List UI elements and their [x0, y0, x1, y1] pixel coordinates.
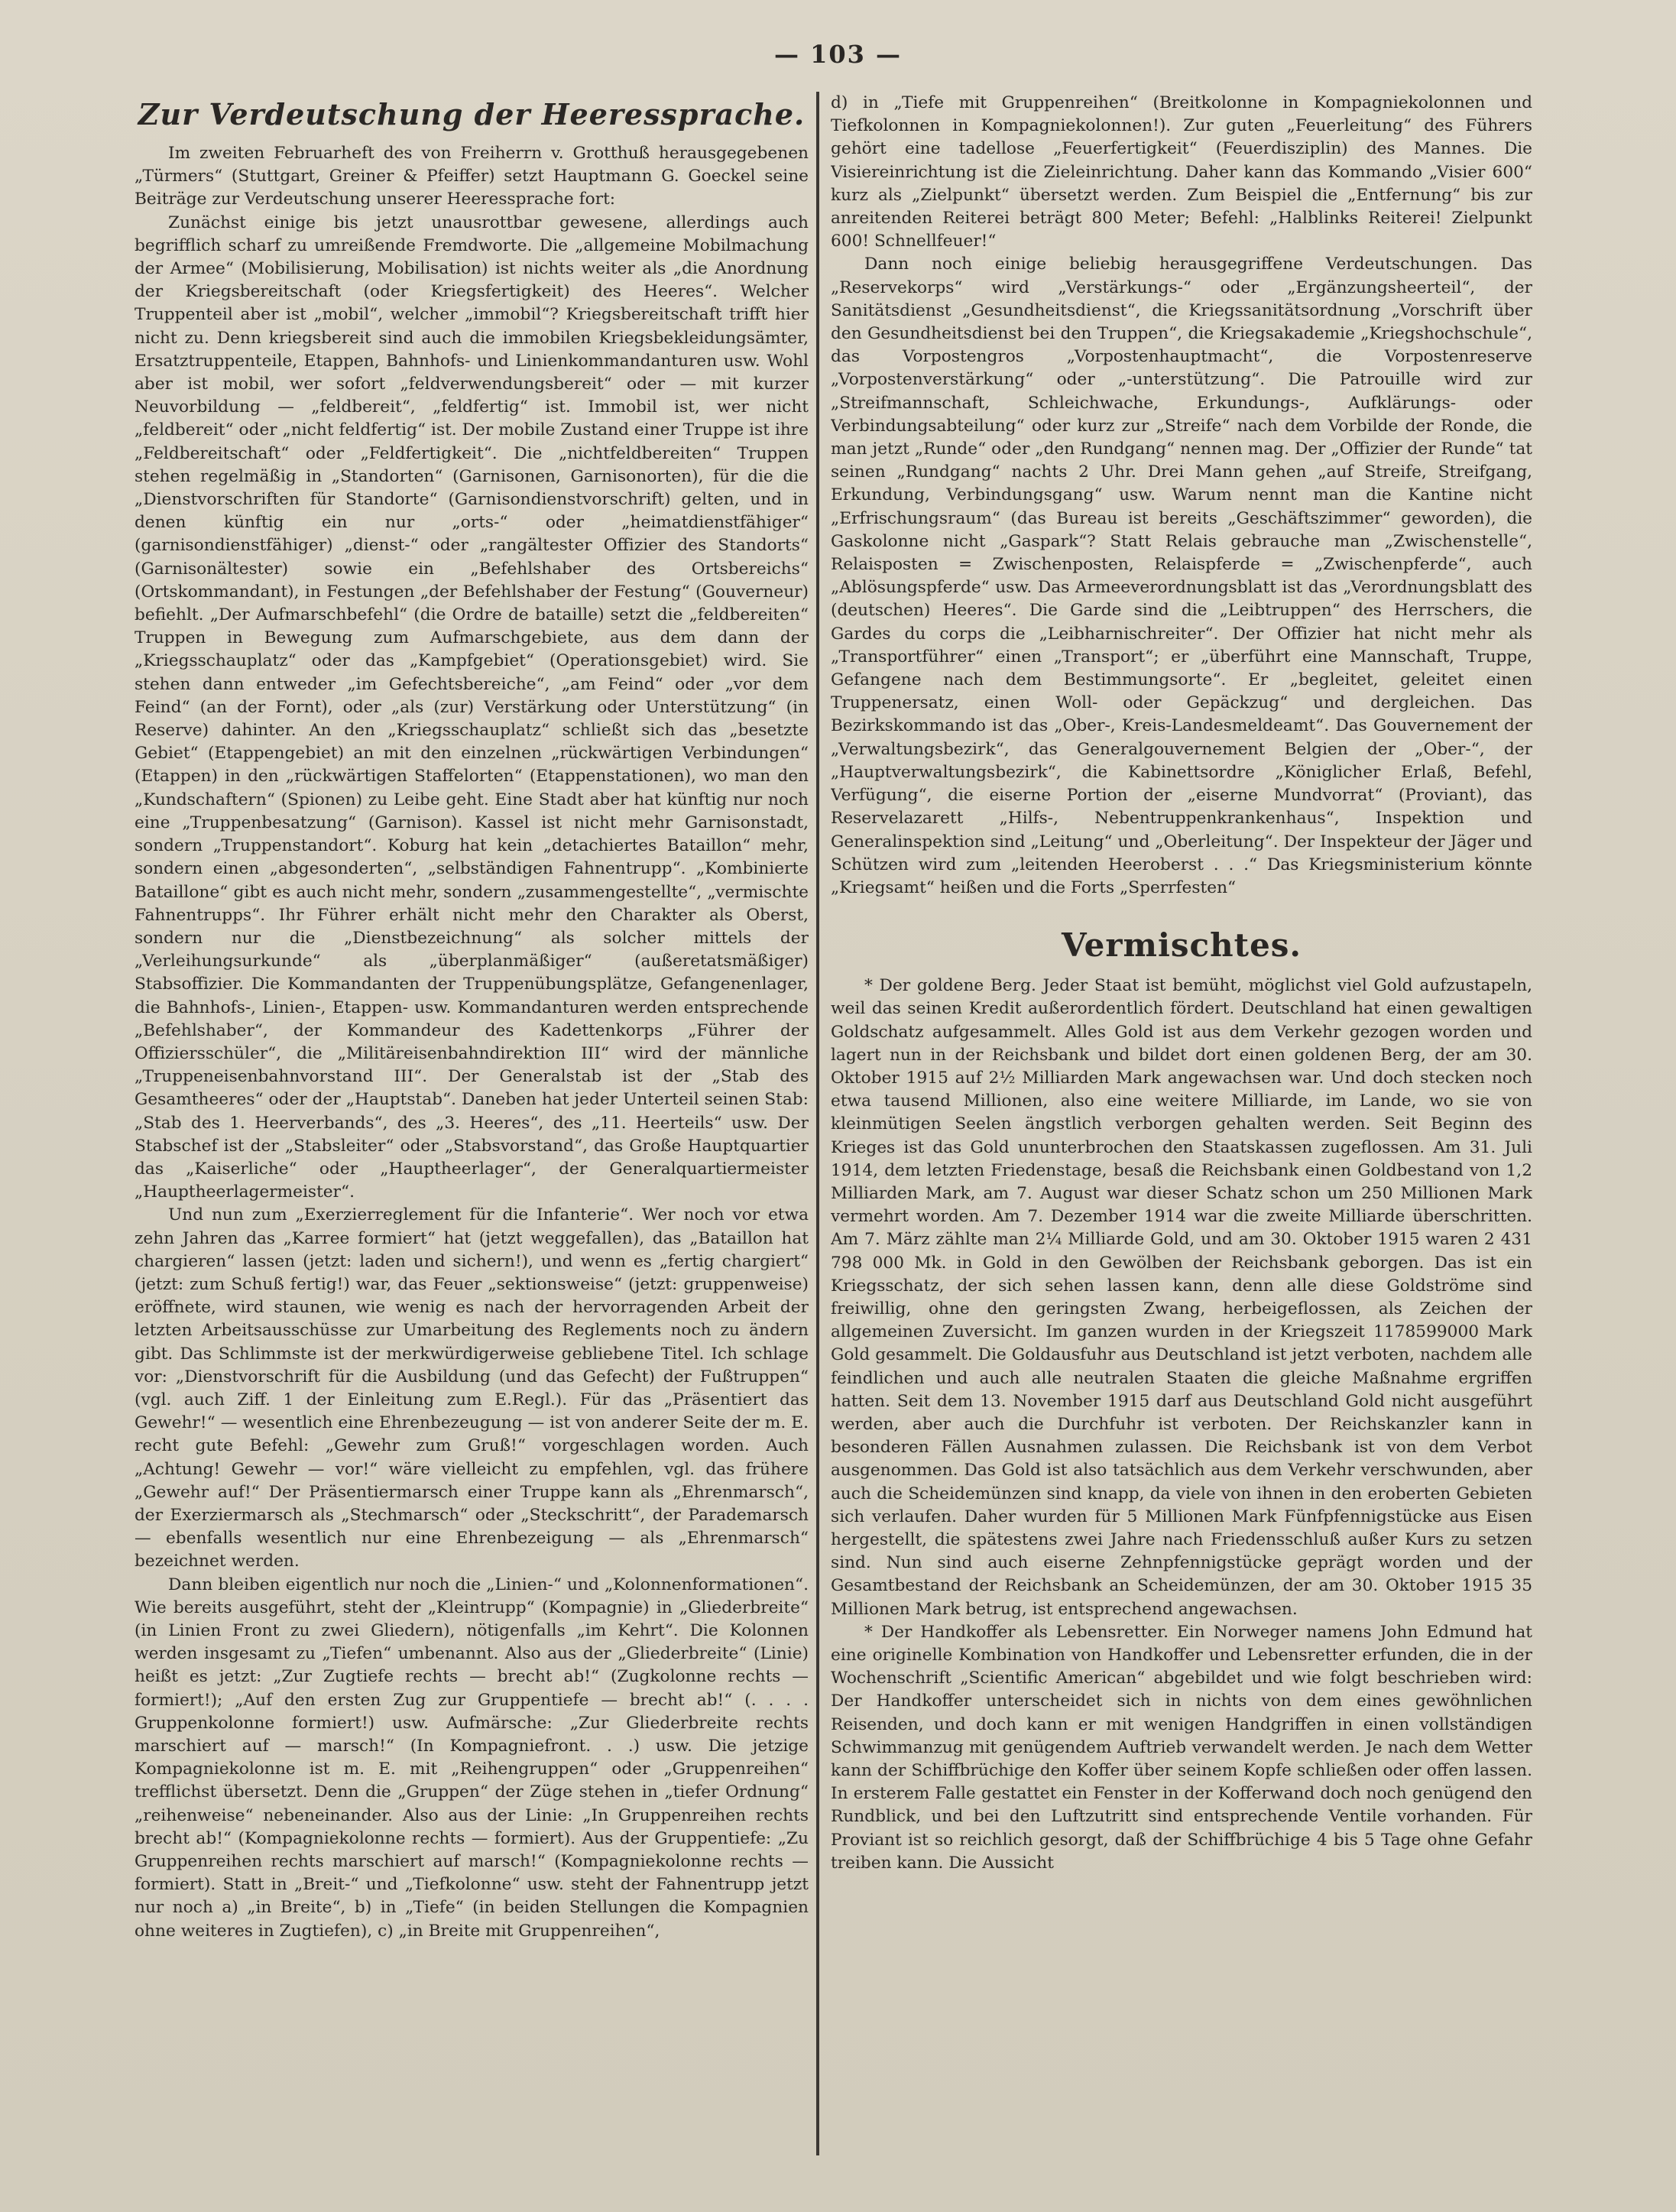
column-divider: [816, 92, 819, 2155]
article-paragraph: Dann bleiben eigentlich nur noch die „Linien-“ und „Kolonnenformationen“. Wie bereits ausgeführt, steht der „Kleintrupp“ (Kompagnie) in „Gliederbreite“ (in Linien Front zu zwei Gliedern), nötigenfalls „im Kehrt“. Die Kolonnen werden insgesamt zu „Tiefen“ umbenannt. Also aus der „Gliederbreite“ (Linie) heißt es jetzt: „Zur Zugtiefe rechts — brecht ab!“ (Zugkolonne rechts — formiert!); „Auf den ersten Zug zur Gruppentiefe — brecht ab!“ (. . . . Gruppenkolonne formiert!) usw. Aufmärsche: „Zur Gliederbreite rechts marschiert auf — marsch!“ (In Kompagniefront. . .) usw. Die jetzige Kompagniekolonne ist m. E. mit „Reihengruppen“ oder „Gruppenreihen“ trefflichst übersetzt. Denn die „Gruppen“ der Züge stehen in „tiefer Ordnung“ „reihenweise“ nebeneinander. Also aus der Linie: „In Gruppenreihen rechts brecht ab!“ (Kompagniekolonne rechts — formiert). Aus der Gruppentiefe: „Zu Gruppenreihen rechts marschiert auf marsch!“ (Kompagniekolonne rechts — formiert). Statt in „Breit-“ und „Tiefkolonne“ usw. steht der Fahnentrupp jetzt nur noch a) „in Breite“, b) in „Tiefe“ (in beiden Stellungen die Kompagnien ohne weiteres in Zugtiefen), c) „in Breite mit Gruppenreihen“,: [135, 1575, 809, 1941]
article-title: Zur Verdeutschung der Heeressprache.: [138, 97, 806, 131]
article-paragraph: Dann noch einige beliebig herausgegriffene Verdeutschungen. Das „Reservekorps“ wird „Verstärkungs-“ oder „Ergänzungsheerteil“, der Sanitätsdienst „Gesundheitsdienst“, die Kriegssanitätsordnung „Vorschrift über den Gesundheitsdienst bei den Truppen“, die Kriegsakademie „Kriegshochschule“, das Vorpostengros „Vorpostenhauptmacht“, die Vorpostenreserve „Vorpostenverstärkung“ oder „-unterstützung“. Die Patrouille wird zur „Streifmannschaft, Schleichwache, Erkundungs-, Aufklärungs- oder Verbindungsabteilung“ oder kurz zur „Streife“ nach dem Vorbilde der Ronde, die man jetzt „Runde“ oder „den Rundgang“ nennen mag. Der „Offizier der Runde“ tat seinen „Rundgang“ nachts 2 Uhr. Drei Mann gehen „auf Streife, Streifgang, Erkundung, Verbindungsgang“ usw. Warum nennt man die Kantine nicht „Erfrischungsraum“ (das Bureau ist bereits „Geschäftszimmer“ geworden), die Gaskolonne nicht „Gaspark“? Statt Relais gebrauche man „Zwischenstelle“, Relaisposten = Zwischenposten, Relaispferde = „Zwischenpferde“, auch „Ablösungspferde“ usw. Das Armeeverordnungsblatt ist das „Verordnungsblatt des (deutschen) Heeres“. Die Garde sind die „Leibtruppen“ des Herrschers, die Gardes du corps die „Leibharnischreiter“. Der Offizier hat nicht mehr als „Transportführer“ einen „Transport“; er „überführt eine Mannschaft, Truppe, Gefangene nach dem Bestimmungsorte“. Er „begleitet, geleitet einen Truppenersatz, einen Woll- oder Gepäckzug“ und dergleichen. Das Bezirkskommando ist das „Ober-, Kreis-Landesmeldeamt“. Das Gouvernement der „Verwaltungsbezirk“, das Generalgouvernement Belgien der „Ober-“, der „Hauptverwaltungsbezirk“, die Kabinettsordre „Königlicher Erlaß, Befehl, Verfügung“, die eiserne Portion der „eiserne Mundvorrat“ (Proviant), das Reservelazarett „Hilfs-, Nebentruppenkrankenhaus“, Inspektion und Generalinspektion sind „Leitung“ und „Oberleitung“. Der Inspekteur der Jäger und Schützen wird zum „leitenden Heeroberst . . .“ Das Kriegsministerium könnte „Kriegsamt“ heißen und die Forts „Sperrfesten“: [831, 255, 1532, 897]
news-item: * Der goldene Berg. Jeder Staat ist bemüht, möglichst viel Gold aufzustapeln, weil das seinen Kredit außerordentlich fördert. Deutschland hat einen gewaltigen Goldschatz aufgesammelt. Alles Gold ist aus dem Verkehr gezogen worden und lagert nun in der Reichsbank und bildet dort einen goldenen Berg, der am 30. Oktober 1915 auf 2½ Milliarden Mark angewachsen war. Und doch stecken noch etwa tausend Millionen, also eine weitere Milliarde, im Lande, wo sie von kleinmütigen Seelen ängstlich verborgen gehalten werden. Seit Beginn des Krieges ist das Gold ununterbrochen den Staatskassen zugeflossen. Am 31. Juli 1914, dem letzten Friedenstage, besaß die Reichsbank einen Goldbestand von 1,2 Milliarden Mark, am 7. August war dieser Schatz schon um 250 Millionen Mark vermehrt worden. Am 7. Dezember 1914 war die zweite Milliarde überschritten. Am 7. März zählte man 2¼ Milliarde Gold, und am 30. Oktober 1915 waren 2 431 798 000 Mk. in Gold in den Gewölben der Reichsbank geborgen. Das ist ein Kriegsschatz, der sich sehen lassen kann, denn alle diese Goldströme sind freiwillig, ohne den geringsten Zwang, herbeigeflossen, als Zeichen der allgemeinen Zuversicht. Im ganzen wurden in der Kriegszeit 1178599000 Mark Gold gesammelt. Die Goldausfuhr aus Deutschland ist jetzt verboten, nachdem alle feindlichen und auch alle neutralen Staaten die gleiche Maßnahme ergriffen hatten. Seit dem 13. November 1915 darf aus Deutschland Gold nicht ausgeführt werden, aber auch die Durchfuhr ist verboten. Der Reichskanzler kann in besonderen Fällen Ausnahmen zulassen. Die Reichsbank ist von dem Verbot ausgenommen. Das Gold ist also tatsächlich aus dem Verkehr verschwunden, aber auch die Scheidemünzen sind knapp, da viele von ihnen in den eroberten Gebieten sich verlaufen. Daher wurden für 5 Millionen Mark Fünfpfennigstücke aus Eisen hergestellt, die spätestens zwei Jahre nach Friedensschluß außer Kurs zu setzen sind. Nun sind auch eiserne Zehnpfennigstücke geprägt worden und der Gesamtbestand der Reichsbank an Scheidemünzen, der am 30. Oktober 1915 35 Millionen Mark betrug, ist entsprechend angewachsen.: [831, 976, 1532, 1619]
news-item: * Der Handkoffer als Lebensretter. Ein Norweger namens John Edmund hat eine originelle Kombination von Handkoffer und Lebensretter erfunden, die in der Wochenschrift „Scientific American“ abgebildet und wie folgt beschrieben wird: Der Handkoffer unterscheidet sich in nichts von dem eines gewöhnlichen Reisenden, und doch kann er mit wenigen Handgriffen in einen vollständigen Schwimmanzug mit genügendem Auftrieb verwandelt werden. Je nach dem Wetter kann der Schiffbrüchige den Koffer über seinem Kopfe schließen oder offen lassen. In ersterem Falle gestattet ein Fenster in der Kofferwand doch noch genügend den Rundblick, und bei den Luftzutritt sind entsprechende Ventile vorhanden. Für Proviant ist so reichlich gesorgt, daß der Schiffbrüchige 4 bis 5 Tage ohne Gefahr treiben kann. Die Aussicht: [831, 1622, 1532, 1873]
page-number: — 103 —: [773, 40, 903, 69]
article-paragraph: Und nun zum „Exerzierreglement für die Infanterie“. Wer noch vor etwa zehn Jahren das „Karree formiert“ hat (jetzt weggefallen), das „Bataillon hat chargieren“ lassen (jetzt: laden und sichern!), und wenn es „fertig chargiert“ (jetzt: zum Schuß fertig!) war, das Feuer „sektionsweise“ (jetzt: gruppenweise) eröffnete, wird staunen, wie wenig es nach der hervorragenden Arbeit der letzten Arbeitsausschüsse zur Umarbeitung des Reglements noch zu ändern gibt. Das Schlimmste ist der merkwürdigerweise gebliebene Titel. Ich schlage vor: „Dienstvorschrift für die Ausbildung (und das Gefecht) der Fußtruppen“ (vgl. auch Ziff. 1 der Einleitung zum E.Regl.). Für das „Präsentiert das Gewehr!“ — wesentlich eine Ehrenbezeugung — ist von anderer Seite der m. E. recht gute Befehl: „Gewehr zum Gruß!“ vorgeschlagen worden. Auch „Achtung! Gewehr — vor!“ wäre vielleicht zu empfehlen, vgl. das frühere „Gewehr auf!“ Der Präsentiermarsch einer Truppe kann als „Ehrenmarsch“, der Exerziermarsch als „Stechmarsch“ oder „Steckschritt“, der Parademarsch — ebenfalls wesentlich nur eine Ehrenbezeigung — als „Ehrenmarsch“ bezeichnet werden.: [135, 1205, 809, 1571]
article-paragraph: Zunächst einige bis jetzt unausrottbar gewesene, allerdings auch begrifflich scharf zu umreißende Fremdworte. Die „allgemeine Mobilmachung der Armee“ (Mobilisierung, Mobilisation) ist nichts weiter als „die Anordnung der Kriegsbereitschaft (oder Kriegsfertigkeit) des Heeres“. Welcher Truppenteil aber ist „mobil“, welcher „immobil“? Kriegsbereitschaft trifft hier nicht zu. Denn kriegsbereit sind auch die immobilen Kriegsbekleidungsämter, Ersatztruppenteile, Etappen, Bahnhofs- und Linienkommandanturen usw. Wohl aber ist mobil, wer sofort „feldverwendungsbereit“ oder — mit kurzer Neuvorbildung — „feldbereit“, „feldfertig“ ist. Immobil ist, wer nicht „feldbereit“ oder „nicht feldfertig“ ist. Der mobile Zustand einer Truppe ist ihre „Feldbereitschaft“ oder „Feldfertigkeit“. Die „nichtfeldbereiten“ Truppen stehen regelmäßig in „Standorten“ (Garnisonen, Garnisonorten), für die die „Dienstvorschriften für Standorte“ (Garnisondienstvorschrift) gelten, und in denen künftig ein nur „orts-“ oder „heimatdienstfähiger“ (garnisondienstfähiger) „dienst-“ oder „rangältester Offizier des Standorts“ (Garnisonältester) sowie ein „Befehlshaber des Ortsbereichs“ (Ortskommandant), in Festungen „der Befehlshaber der Festung“ (Gouverneur) befiehlt. „Der Aufmarschbefehl“ (die Ordre de bataille) setzt die „feldbereiten“ Truppen in Bewegung zum Aufmarschgebiete, aus dem dann der „Kriegsschauplatz“ oder das „Kampfgebiet“ (Operationsgebiet) wird. Sie stehen dann entweder „im Gefechtsbereiche“, „am Feind“ oder „vor dem Feind“ (an der Fornt), oder „als (zur) Verstärkung oder Unterstützung“ (in Reserve) dahinter. An den „Kriegsschauplatz“ schließt sich das „besetzte Gebiet“ (Etappengebiet) an mit den einzelnen „rückwärtigen Verbindungen“ (Etappen) in den „rückwärtigen Staffelorten“ (Etappenstationen), wo man den „Kundschaftern“ (Spionen) zu Leibe geht. Eine Stadt aber hat künftig nur noch eine „Truppenbesatzung“ (Garnison). Kassel ist nicht mehr Garnisonstadt, sondern „Truppenstandort“. Koburg hat kein „detachiertes Bataillon“ mehr, sondern einen „abgesonderten“, „selbständigen Fahnentrupp“. „Kombinierte Bataillone“ gibt es auch nicht mehr, sondern „zusammengestellte“, „vermischte Fahnentrupps“. Ihr Führer erhält nicht mehr den Charakter als Oberst, sondern nur die „Dienstbezeichnung“ als solcher mittels der „Verleihungsurkunde“ als „überplanmäßiger“ (außeretatsmäßiger) Stabsoffizier. Die Kommandanten der Truppenübungsplätze, Gefangenenlager, die Bahnhofs-, Linien-, Etappen- usw. Kommandanturen werden entsprechende „Befehlshaber“, der Kommandeur des Kadettenkorps „Führer der Offiziersschüler“, die „Militäreisenbahndirektion III“ wird der männliche „Truppeneisenbahnvorstand III“. Der Generalstab ist der „Stab des Gesamtheeres“ oder der „Hauptstab“. Daneben hat jeder Unterteil seinen Stab: „Stab des 1. Heerverbands“, des „3. Heeres“, des „11. Heerteils“ usw. Der Stabschef ist der „Stabsleiter“ oder „Stabsvorstand“, das Große Hauptquartier das „Kaiserliche“ oder „Hauptheerlager“, der Generalquartiermeister „Hauptheerlagermeister“.: [135, 212, 809, 1202]
article-paragraph: d) in „Tiefe mit Gruppenreihen“ (Breitkolonne in Kompagniekolonnen und Tiefkolonnen in Kompagniekolonnen!). Zur guten „Feuerleitung“ des Führers gehört eine tadellose „Feuerfertigkeit“ (Feuerdisziplin) des Mannes. Die Visiereinrichtung ist die Zieleinrichtung. Daher kann das Kommando „Visier 600“ kurz als „Zielpunkt“ übersetzt werden. Zum Beispiel die „Entfernung“ bis zur anreitenden Reiterei beträgt 800 Meter; Befehl: „Halblinks Reiterei! Zielpunkt 600! Schnellfeuer!“: [831, 93, 1532, 251]
right-column: [831, 92, 1532, 2117]
left-column: [135, 92, 809, 2155]
article-paragraph: Im zweiten Februarheft des von Freiherrn v. Grotthuß herausgegebenen „Türmers“ (Stuttgart, Greiner & Pfeiffer) setzt Hauptmann G. Goeckel seine Beiträge zur Verdeutschung unserer Heeressprache fort:: [135, 144, 809, 209]
section-title: Vermischtes.: [1061, 926, 1302, 965]
